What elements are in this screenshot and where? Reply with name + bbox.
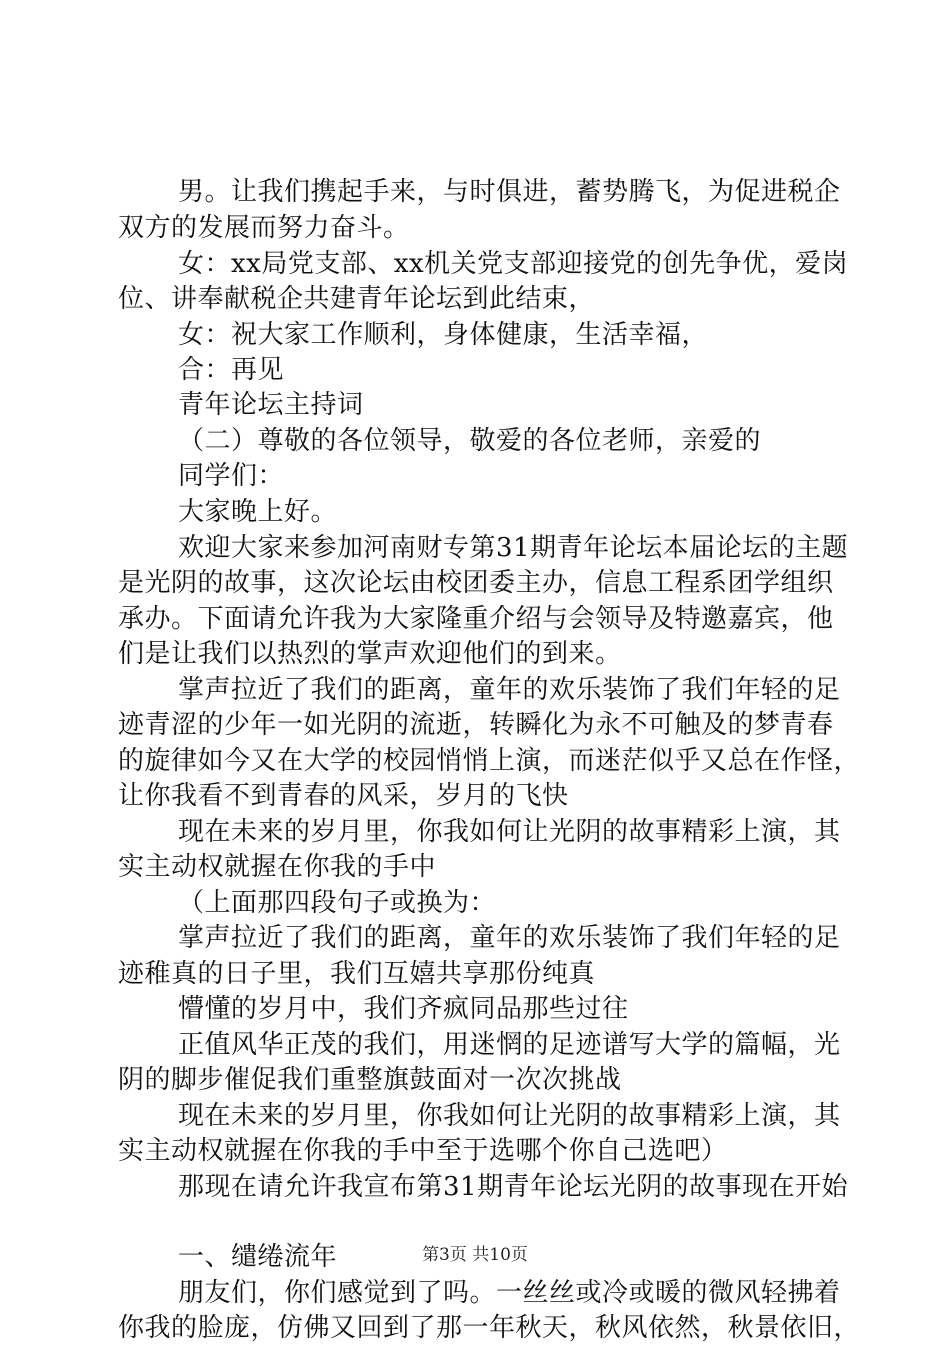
text-line: 女：xx局党支部、xx机关党支部迎接党的创先争优，爱岗 <box>178 249 849 279</box>
text-line: 掌声拉近了我们的距离，童年的欢乐装饰了我们年轻的足 <box>178 923 841 953</box>
text-line: 迹稚真的日子里，我们互嬉共享那份纯真 <box>118 959 596 989</box>
text-line: 阴的脚步催促我们重整旗鼓面对一次次挑战 <box>118 1065 622 1095</box>
text-line: 现在未来的岁月里，你我如何让光阴的故事精彩上演，其 <box>178 1101 841 1131</box>
page-number-footer: 第3页 共10页 <box>422 1245 528 1265</box>
text-line: 懵懂的岁月中，我们齐疯同品那些过往 <box>178 994 629 1024</box>
text-line: 现在未来的岁月里，你我如何让光阴的故事精彩上演，其 <box>178 817 841 847</box>
text-line: 欢迎大家来参加河南财专第31期青年论坛本届论坛的主题 <box>178 533 849 563</box>
text-line: 掌声拉近了我们的距离，童年的欢乐装饰了我们年轻的足 <box>178 675 841 705</box>
text-line: 的旋律如今又在大学的校园悄悄上演，而迷茫似乎又总在作怪， <box>118 746 861 776</box>
text-line: （上面那四段句子或换为： <box>178 888 497 918</box>
text-line: 是光阴的故事，这次论坛由校团委主办，信息工程系团学组织 <box>118 568 834 598</box>
text-line: 实主动权就握在你我的手中 <box>118 852 437 882</box>
text-line: 女：祝大家工作顺利，身体健康，生活幸福， <box>178 320 709 350</box>
text-line: 让你我看不到青春的风采，岁月的飞快 <box>118 781 569 811</box>
text-line: 实主动权就握在你我的手中至于选哪个你自己选吧） <box>118 1136 728 1166</box>
text-line: 大家晚上好。 <box>178 497 338 527</box>
text-line: 那现在请允许我宣布第31期青年论坛光阴的故事现在开始 <box>178 1172 849 1202</box>
text-line: 双方的发展而努力奋斗。 <box>118 213 410 243</box>
text-line: 朋友们，你们感觉到了吗。一丝丝或冷或暖的微风轻拂着 <box>178 1278 841 1308</box>
text-line: 合：再见 <box>178 355 285 385</box>
text-line: 们是让我们以热烈的掌声欢迎他们的到来。 <box>118 639 622 669</box>
text-line: 男。让我们携起手来，与时俱进，蓄势腾飞，为促进税企 <box>178 177 841 207</box>
text-line: 迹青涩的少年一如光阴的流逝，转瞬化为永不可触及的梦青春 <box>118 710 834 740</box>
text-line: 位、讲奉献税企共建青年论坛到此结束， <box>118 284 596 314</box>
text-line: （二）尊敬的各位领导，敬爱的各位老师，亲爱的 <box>178 426 762 456</box>
section-heading: 一、缱绻流年 <box>178 1242 338 1272</box>
text-line: 正值风华正茂的我们，用迷惘的足迹谱写大学的篇幅，光 <box>178 1030 841 1060</box>
text-line: 你我的脸庞，仿佛又回到了那一年秋天，秋风依然，秋景依旧， <box>118 1313 861 1343</box>
text-line: 同学们： <box>178 461 285 491</box>
section-title: 青年论坛主持词 <box>178 390 364 420</box>
text-line: 承办。下面请允许我为大家隆重介绍与会领导及特邀嘉宾，他 <box>118 604 834 634</box>
